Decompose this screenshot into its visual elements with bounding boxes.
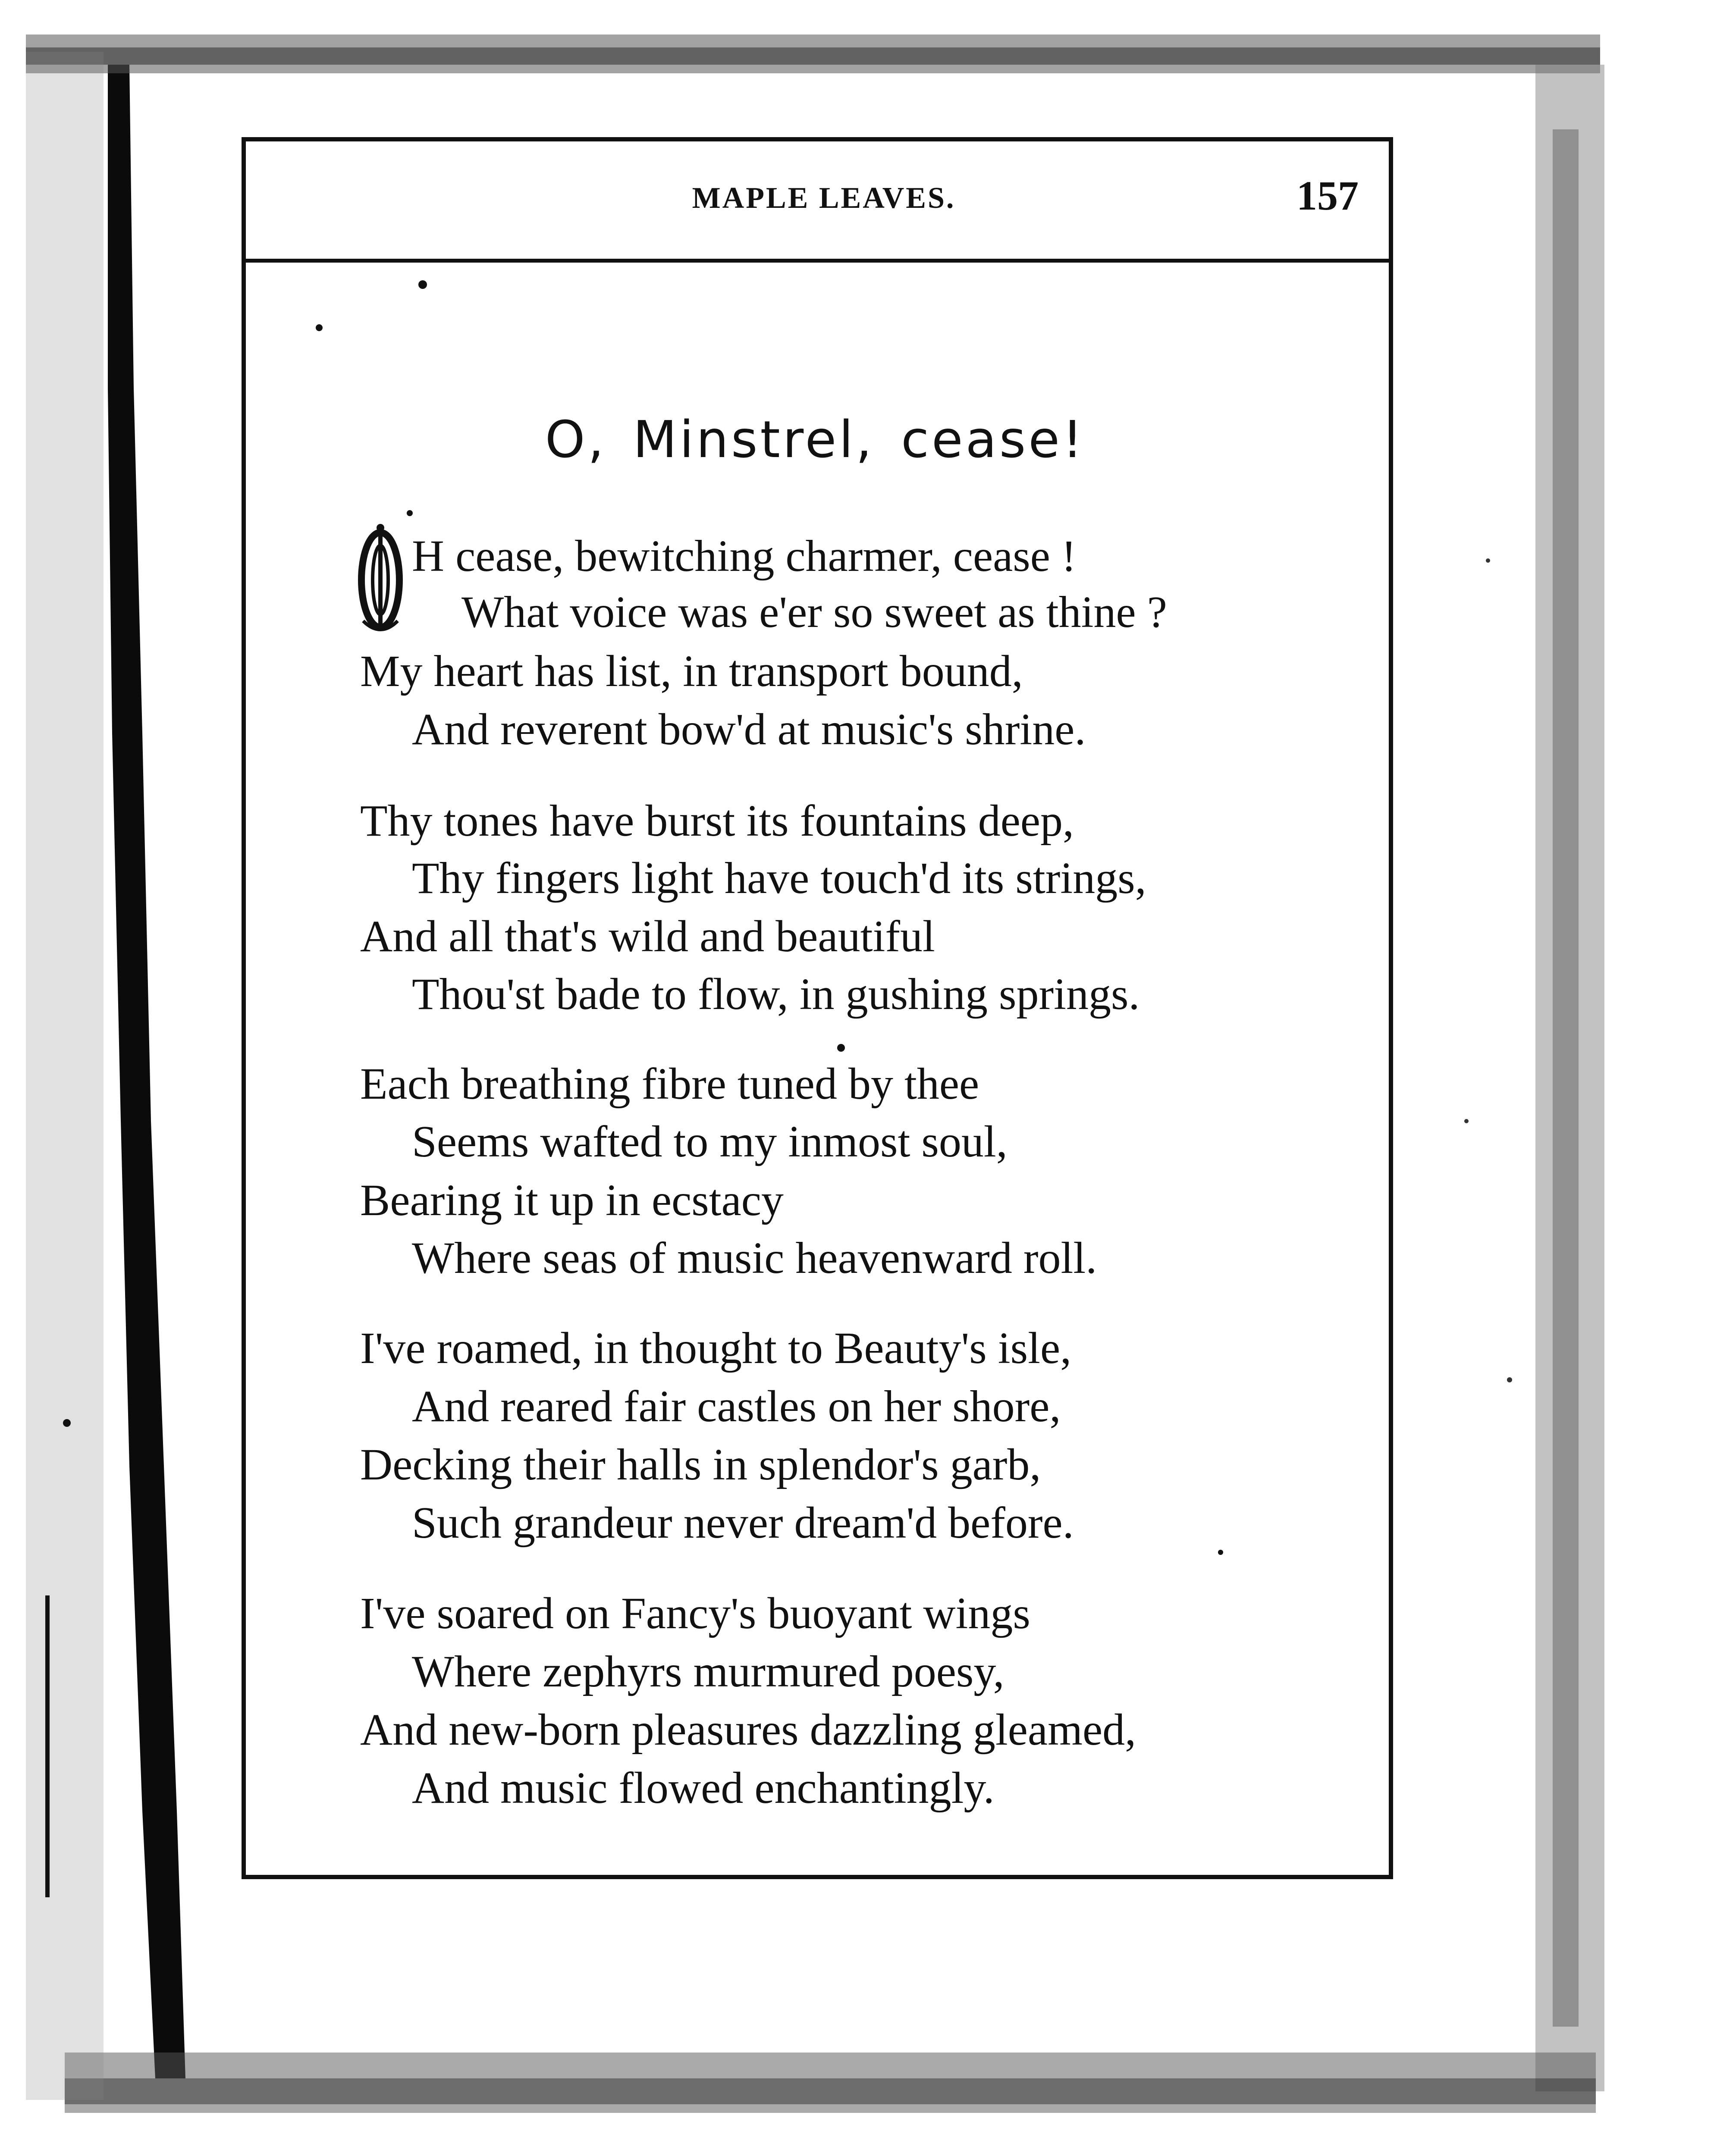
running-title: MAPLE LEAVES.	[692, 182, 956, 215]
page-number: 157	[1296, 172, 1359, 219]
poem-line: Decking their halls in splendor's garb,	[360, 1440, 1041, 1489]
poem-line: I've roamed, in thought to Beauty's isle,	[360, 1323, 1072, 1373]
poem-line: And music flowed enchantingly.	[412, 1763, 995, 1813]
poem-line: Where zephyrs murmured poesy,	[412, 1647, 1004, 1696]
poem-title: O, Minstrel, cease!	[545, 410, 1086, 469]
poem-line: Seems wafted to my inmost soul,	[412, 1117, 1008, 1166]
poem-line: Where seas of music heavenward roll.	[412, 1233, 1097, 1283]
poem-line: Thy fingers light have touch'd its strings,	[412, 853, 1146, 903]
poem-line: And all that's wild and beautiful	[360, 912, 935, 961]
poem-line: And new-born pleasures dazzling gleamed,	[360, 1705, 1136, 1755]
poem-line: H cease, bewitching charmer, cease !	[412, 531, 1077, 581]
poem-line: And reverent bow'd at music's shrine.	[412, 705, 1086, 754]
poem-line: I've soared on Fancy's buoyant wings	[360, 1589, 1030, 1638]
poem-line: My heart has list, in transport bound,	[360, 646, 1023, 696]
poem-line: Thou'st bade to flow, in gushing springs.	[412, 969, 1140, 1019]
poem-line: Bearing it up in ecstacy	[360, 1175, 784, 1225]
poem-line: Each breathing fibre tuned by thee	[360, 1059, 979, 1109]
poem-line: And reared fair castles on her shore,	[412, 1382, 1061, 1431]
poem-line: Such grandeur never dream'd before.	[412, 1498, 1074, 1548]
poem-line: What voice was e'er so sweet as thine ?	[461, 587, 1167, 637]
poem-line: Thy tones have burst its fountains deep,	[360, 796, 1074, 846]
